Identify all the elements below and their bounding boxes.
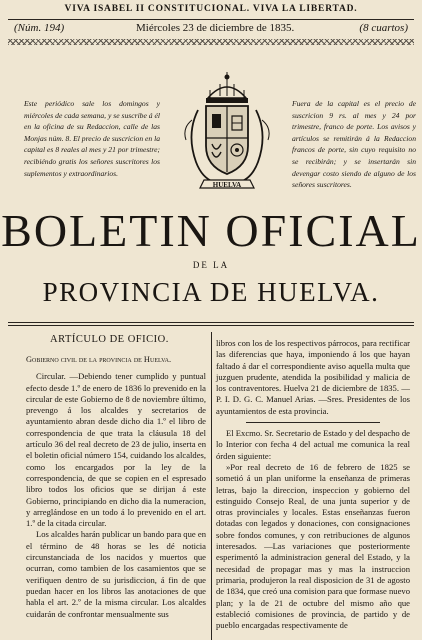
coat-of-arms-icon — [168, 70, 286, 198]
article-paragraph: El Excmo. Sr. Secretario de Estado y del despacho de lo Interior con fecha 4 del actual me comunica la real órden siguiente: — [216, 428, 410, 461]
section-heading: ARTÍCULO DE OFICIO. — [50, 334, 169, 345]
masthead-rule-bottom — [8, 325, 414, 326]
article-separator — [246, 422, 380, 423]
subscription-info-right: Fuera de la capital es el precio de suscricion 9 rs. al mes y 24 por trimestre, franco de porte. Los avisos y artículos se remitirán á la Redaccion francos de porte, sin cuyo requisito no se recibirán; y se insertarán sin devengar costo siendo de alguno de los señores suscritores. — [292, 99, 416, 190]
top-rule — [8, 19, 414, 20]
subscription-info-left: Este periódico sale los domingos y miércoles de cada semana, y se suscribe á él en la oficina de su Redaccion, calle de las Monjas núm. 8. El precio de suscricion en la capital es 8 reales al mes y 21 por trimestre; recibiéndo gratis los señores suscritores los suplementos y extraordinarios. — [24, 99, 160, 178]
coat-of-arms-banner: HUELVA — [212, 181, 242, 189]
masthead-title-line2: PROVINCIA DE HUELVA. — [42, 277, 380, 307]
article-subheading: Gobierno civil de la provincia de Huelva. — [26, 355, 172, 364]
ornamental-border — [8, 39, 414, 45]
article-paragraph: libros con los de los respectivos párrocos, para rectificar las diferencias que haya, imponiendo á los que hayan faltado á dar el correspondiente aviso aquella multa que juzguen prudente, atendida la posibilidad y malicia de los contraventores. Huelva 21 de diciembre de 1835. —P. I. D. G. C. Manuel Arias. —Sres. Presidentes de los ayuntamientos de esta provincia. — [216, 338, 410, 416]
masthead-title-line1: BOLETIN OFICIAL — [1, 205, 421, 256]
issue-price: (8 cuartos) — [359, 22, 408, 34]
column-divider — [211, 332, 212, 640]
article-paragraph: »Por real decreto de 16 de febrero de 1825 se sometió á un plan uniforme la enseñanza de primeras letras, bajo la direccion, inspeccion y gobierno del estinguido Consejo Real, de una junta superior y de otras provinciales y locales. Estas enseñanzas fueron dotadas con legados y donaciones, con consignaciones sobre fondos comunes, y con retribuciones de algunos interesados. —Las variaciones que posteriormente esperimentó la administracion general del Estado, y la necesidad de propagar mas y mas la instruccion primaria, produjeron la real disposicion de 31 de agosto de 1834, que creó una comision para que formase nuevo plan; y la de 21 de octubre del mismo año que estableció comisiones de provincia, de partido y de pueblo encargadas respectivamente de — [216, 461, 410, 631]
left-column — [26, 354, 206, 620]
masthead-motto: VIVA ISABEL II CONSTITUCIONAL. VIVA LA LIBERTAD. — [64, 4, 358, 14]
issue-number: (Núm. 194) — [14, 22, 65, 34]
right-column — [216, 338, 410, 631]
article-paragraph: Circular. —Debiendo tener cumplido y puntual efecto desde 1.º de enero de 1836 lo prevenido en la circular de este Gobierno de 8 de noviembre último, prevengo á los alcaldes y secretarios de ayuntamiento abran desde dicho dia 1.º el libro de correspondencia de que trata la cláusula 18 del artículo 36 del real decreto de 23 de julio, inserta en el boletin oficial número 154, cuidando los alcaldes, como los encargados por la ley de la correspondencia, de que se copien en el espresado libro todos los oficios que se dirijan á este Gobierno, principiando en dicho dia la numeracion, y arreglándose en un todo á lo prevenido en el art. 1.º de la citada circular. — [26, 371, 206, 529]
dateline — [8, 22, 414, 36]
masthead-rule-top — [8, 322, 414, 323]
masthead-connector: DE LA — [192, 260, 230, 270]
article-paragraph: Los alcaldes harán publicar un bando para que en el término de 48 horas se les dé noticia circunstanciada de los nacidos y muertos que ocurran, como tambien de los casamientos que se verifiquen dentro de su jurisdiccion, á fin de que puedan hacer en los libros las anotaciones de que habla el art. 2.º de la misma circular. Los alcaldes cuidarán de confrontar mensualmente sus — [26, 529, 206, 619]
issue-date: Miércoles 23 de diciembre de 1835. — [136, 22, 295, 34]
